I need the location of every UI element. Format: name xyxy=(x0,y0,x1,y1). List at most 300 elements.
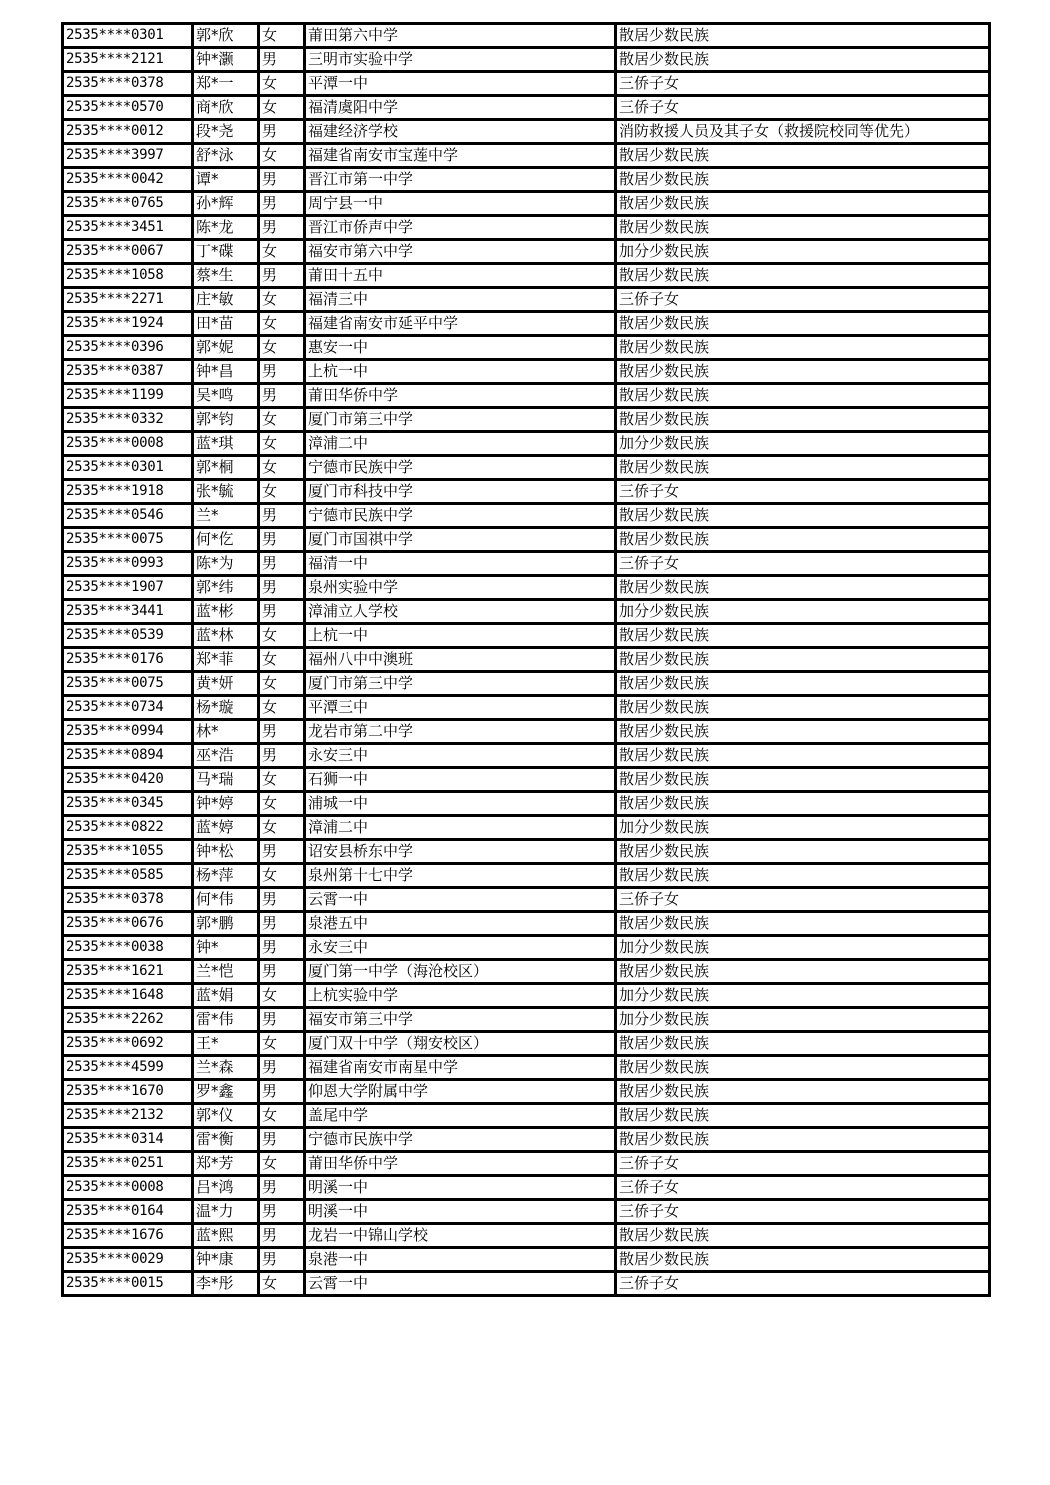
gender-cell: 女 xyxy=(259,480,305,504)
exam-id-cell: 2535****0539 xyxy=(63,624,193,648)
name-cell: 吴*鸣 xyxy=(193,384,259,408)
gender-cell: 女 xyxy=(259,648,305,672)
gender-cell: 男 xyxy=(259,1056,305,1080)
exam-id-cell: 2535****0008 xyxy=(63,432,193,456)
name-cell: 蓝*林 xyxy=(193,624,259,648)
exam-id-cell: 2535****0676 xyxy=(63,912,193,936)
exam-id-cell: 2535****0734 xyxy=(63,696,193,720)
category-cell: 散居少数民族 xyxy=(616,528,990,552)
table-row xyxy=(63,504,990,528)
category-cell: 散居少数民族 xyxy=(616,720,990,744)
gender-cell: 男 xyxy=(259,264,305,288)
category-cell: 散居少数民族 xyxy=(616,744,990,768)
gender-cell: 女 xyxy=(259,672,305,696)
gender-cell: 女 xyxy=(259,1272,305,1296)
school-cell: 漳浦立人学校 xyxy=(305,600,616,624)
table-row xyxy=(63,1080,990,1104)
school-cell: 福建省南安市宝莲中学 xyxy=(305,144,616,168)
school-cell: 永安三中 xyxy=(305,936,616,960)
category-cell: 散居少数民族 xyxy=(616,960,990,984)
name-cell: 雷*衡 xyxy=(193,1128,259,1152)
table-row xyxy=(63,576,990,600)
exam-id-cell: 2535****4599 xyxy=(63,1056,193,1080)
gender-cell: 男 xyxy=(259,840,305,864)
name-cell: 郭*仪 xyxy=(193,1104,259,1128)
school-cell: 云霄一中 xyxy=(305,888,616,912)
school-cell: 泉州实验中学 xyxy=(305,576,616,600)
exam-id-cell: 2535****0546 xyxy=(63,504,193,528)
table-row xyxy=(63,1176,990,1200)
school-cell: 龙岩一中锦山学校 xyxy=(305,1224,616,1248)
school-cell: 厦门市科技中学 xyxy=(305,480,616,504)
exam-id-cell: 2535****0994 xyxy=(63,720,193,744)
school-cell: 福州八中中澳班 xyxy=(305,648,616,672)
exam-id-cell: 2535****0314 xyxy=(63,1128,193,1152)
table-row xyxy=(63,384,990,408)
school-cell: 上杭一中 xyxy=(305,360,616,384)
exam-id-cell: 2535****0164 xyxy=(63,1200,193,1224)
exam-id-cell: 2535****0387 xyxy=(63,360,193,384)
table-row xyxy=(63,1056,990,1080)
gender-cell: 女 xyxy=(259,312,305,336)
name-cell: 蓝*彬 xyxy=(193,600,259,624)
category-cell: 散居少数民族 xyxy=(616,456,990,480)
table-row xyxy=(63,24,990,48)
gender-cell: 男 xyxy=(259,576,305,600)
table-row xyxy=(63,456,990,480)
table-row xyxy=(63,528,990,552)
gender-cell: 男 xyxy=(259,384,305,408)
exam-id-cell: 2535****1058 xyxy=(63,264,193,288)
gender-cell: 女 xyxy=(259,792,305,816)
table-row xyxy=(63,1008,990,1032)
exam-id-cell: 2535****0993 xyxy=(63,552,193,576)
name-cell: 田*苗 xyxy=(193,312,259,336)
gender-cell: 男 xyxy=(259,1224,305,1248)
school-cell: 莆田华侨中学 xyxy=(305,1152,616,1176)
school-cell: 福清三中 xyxy=(305,288,616,312)
name-cell: 杨*璇 xyxy=(193,696,259,720)
gender-cell: 男 xyxy=(259,168,305,192)
exam-id-cell: 2535****0765 xyxy=(63,192,193,216)
school-cell: 福建省南安市南星中学 xyxy=(305,1056,616,1080)
name-cell: 陈*为 xyxy=(193,552,259,576)
name-cell: 陈*龙 xyxy=(193,216,259,240)
name-cell: 舒*泳 xyxy=(193,144,259,168)
school-cell: 平潭一中 xyxy=(305,72,616,96)
category-cell: 散居少数民族 xyxy=(616,168,990,192)
name-cell: 王* xyxy=(193,1032,259,1056)
gender-cell: 男 xyxy=(259,1080,305,1104)
name-cell: 罗*鑫 xyxy=(193,1080,259,1104)
name-cell: 杨*萍 xyxy=(193,864,259,888)
exam-id-cell: 2535****0301 xyxy=(63,456,193,480)
school-cell: 上杭一中 xyxy=(305,624,616,648)
exam-id-cell: 2535****0075 xyxy=(63,528,193,552)
name-cell: 兰* xyxy=(193,504,259,528)
school-cell: 泉港五中 xyxy=(305,912,616,936)
gender-cell: 男 xyxy=(259,912,305,936)
roster-table-body xyxy=(63,24,990,1296)
gender-cell: 男 xyxy=(259,936,305,960)
table-row xyxy=(63,240,990,264)
exam-id-cell: 2535****0251 xyxy=(63,1152,193,1176)
school-cell: 厦门市国祺中学 xyxy=(305,528,616,552)
category-cell: 散居少数民族 xyxy=(616,864,990,888)
exam-id-cell: 2535****1676 xyxy=(63,1224,193,1248)
exam-id-cell: 2535****2121 xyxy=(63,48,193,72)
gender-cell: 女 xyxy=(259,816,305,840)
name-cell: 蔡*生 xyxy=(193,264,259,288)
school-cell: 三明市实验中学 xyxy=(305,48,616,72)
gender-cell: 女 xyxy=(259,456,305,480)
name-cell: 钟*昌 xyxy=(193,360,259,384)
category-cell: 散居少数民族 xyxy=(616,576,990,600)
table-row xyxy=(63,840,990,864)
name-cell: 马*瑞 xyxy=(193,768,259,792)
school-cell: 永安三中 xyxy=(305,744,616,768)
gender-cell: 男 xyxy=(259,1128,305,1152)
gender-cell: 男 xyxy=(259,720,305,744)
name-cell: 郑*一 xyxy=(193,72,259,96)
category-cell: 散居少数民族 xyxy=(616,408,990,432)
gender-cell: 男 xyxy=(259,1008,305,1032)
table-row xyxy=(63,648,990,672)
name-cell: 兰*森 xyxy=(193,1056,259,1080)
category-cell: 三侨子女 xyxy=(616,552,990,576)
school-cell: 厦门市第三中学 xyxy=(305,672,616,696)
exam-id-cell: 2535****0692 xyxy=(63,1032,193,1056)
school-cell: 盖尾中学 xyxy=(305,1104,616,1128)
name-cell: 钟* xyxy=(193,936,259,960)
category-cell: 三侨子女 xyxy=(616,1176,990,1200)
category-cell: 散居少数民族 xyxy=(616,768,990,792)
school-cell: 宁德市民族中学 xyxy=(305,1128,616,1152)
gender-cell: 男 xyxy=(259,1248,305,1272)
table-row xyxy=(63,744,990,768)
school-cell: 宁德市民族中学 xyxy=(305,504,616,528)
exam-id-cell: 2535****1621 xyxy=(63,960,193,984)
exam-id-cell: 2535****0570 xyxy=(63,96,193,120)
gender-cell: 男 xyxy=(259,960,305,984)
name-cell: 张*毓 xyxy=(193,480,259,504)
category-cell: 散居少数民族 xyxy=(616,216,990,240)
name-cell: 郭*纬 xyxy=(193,576,259,600)
school-cell: 晋江市侨声中学 xyxy=(305,216,616,240)
exam-id-cell: 2535****0301 xyxy=(63,24,193,48)
category-cell: 散居少数民族 xyxy=(616,384,990,408)
category-cell: 散居少数民族 xyxy=(616,48,990,72)
gender-cell: 男 xyxy=(259,888,305,912)
table-row xyxy=(63,816,990,840)
table-row xyxy=(63,912,990,936)
category-cell: 散居少数民族 xyxy=(616,912,990,936)
table-row xyxy=(63,552,990,576)
school-cell: 莆田第六中学 xyxy=(305,24,616,48)
name-cell: 郭*鹏 xyxy=(193,912,259,936)
exam-id-cell: 2535****0345 xyxy=(63,792,193,816)
exam-id-cell: 2535****0012 xyxy=(63,120,193,144)
name-cell: 钟*松 xyxy=(193,840,259,864)
exam-id-cell: 2535****0015 xyxy=(63,1272,193,1296)
table-row xyxy=(63,624,990,648)
name-cell: 李*彤 xyxy=(193,1272,259,1296)
name-cell: 温*力 xyxy=(193,1200,259,1224)
category-cell: 散居少数民族 xyxy=(616,1104,990,1128)
category-cell: 加分少数民族 xyxy=(616,984,990,1008)
category-cell: 散居少数民族 xyxy=(616,1248,990,1272)
name-cell: 钟*婷 xyxy=(193,792,259,816)
exam-id-cell: 2535****1199 xyxy=(63,384,193,408)
school-cell: 仰恩大学附属中学 xyxy=(305,1080,616,1104)
category-cell: 散居少数民族 xyxy=(616,144,990,168)
school-cell: 诏安县桥东中学 xyxy=(305,840,616,864)
name-cell: 郑*菲 xyxy=(193,648,259,672)
gender-cell: 女 xyxy=(259,96,305,120)
gender-cell: 女 xyxy=(259,24,305,48)
category-cell: 加分少数民族 xyxy=(616,816,990,840)
table-row xyxy=(63,888,990,912)
exam-id-cell: 2535****1648 xyxy=(63,984,193,1008)
table-row xyxy=(63,48,990,72)
school-cell: 莆田华侨中学 xyxy=(305,384,616,408)
school-cell: 惠安一中 xyxy=(305,336,616,360)
category-cell: 散居少数民族 xyxy=(616,792,990,816)
gender-cell: 男 xyxy=(259,216,305,240)
table-row xyxy=(63,1104,990,1128)
category-cell: 散居少数民族 xyxy=(616,264,990,288)
roster-table xyxy=(61,22,991,1297)
school-cell: 泉州第十七中学 xyxy=(305,864,616,888)
gender-cell: 男 xyxy=(259,360,305,384)
category-cell: 散居少数民族 xyxy=(616,696,990,720)
school-cell: 泉港一中 xyxy=(305,1248,616,1272)
table-row xyxy=(63,960,990,984)
name-cell: 蓝*琪 xyxy=(193,432,259,456)
name-cell: 蓝*熙 xyxy=(193,1224,259,1248)
gender-cell: 女 xyxy=(259,336,305,360)
name-cell: 孙*辉 xyxy=(193,192,259,216)
gender-cell: 男 xyxy=(259,192,305,216)
category-cell: 三侨子女 xyxy=(616,1272,990,1296)
category-cell: 三侨子女 xyxy=(616,288,990,312)
exam-id-cell: 2535****2132 xyxy=(63,1104,193,1128)
gender-cell: 男 xyxy=(259,600,305,624)
school-cell: 云霄一中 xyxy=(305,1272,616,1296)
gender-cell: 女 xyxy=(259,1032,305,1056)
table-row xyxy=(63,336,990,360)
category-cell: 散居少数民族 xyxy=(616,504,990,528)
gender-cell: 女 xyxy=(259,408,305,432)
table-row xyxy=(63,1272,990,1296)
name-cell: 兰*恺 xyxy=(193,960,259,984)
name-cell: 巫*浩 xyxy=(193,744,259,768)
school-cell: 福安市第六中学 xyxy=(305,240,616,264)
school-cell: 上杭实验中学 xyxy=(305,984,616,1008)
school-cell: 福建经济学校 xyxy=(305,120,616,144)
exam-id-cell: 2535****0420 xyxy=(63,768,193,792)
school-cell: 厦门第一中学（海沧校区） xyxy=(305,960,616,984)
name-cell: 钟*灏 xyxy=(193,48,259,72)
category-cell: 散居少数民族 xyxy=(616,1080,990,1104)
table-row xyxy=(63,312,990,336)
table-row xyxy=(63,1128,990,1152)
gender-cell: 女 xyxy=(259,1152,305,1176)
category-cell: 散居少数民族 xyxy=(616,24,990,48)
school-cell: 福清虞阳中学 xyxy=(305,96,616,120)
school-cell: 福清一中 xyxy=(305,552,616,576)
category-cell: 三侨子女 xyxy=(616,888,990,912)
name-cell: 何*仡 xyxy=(193,528,259,552)
school-cell: 晋江市第一中学 xyxy=(305,168,616,192)
category-cell: 散居少数民族 xyxy=(616,1032,990,1056)
exam-id-cell: 2535****0029 xyxy=(63,1248,193,1272)
exam-id-cell: 2535****1924 xyxy=(63,312,193,336)
name-cell: 郭*钧 xyxy=(193,408,259,432)
exam-id-cell: 2535****0894 xyxy=(63,744,193,768)
exam-id-cell: 2535****3451 xyxy=(63,216,193,240)
gender-cell: 男 xyxy=(259,1200,305,1224)
table-row xyxy=(63,1200,990,1224)
exam-id-cell: 2535****0075 xyxy=(63,672,193,696)
name-cell: 林* xyxy=(193,720,259,744)
name-cell: 商*欣 xyxy=(193,96,259,120)
exam-id-cell: 2535****0822 xyxy=(63,816,193,840)
school-cell: 周宁县一中 xyxy=(305,192,616,216)
school-cell: 莆田十五中 xyxy=(305,264,616,288)
category-cell: 散居少数民族 xyxy=(616,624,990,648)
category-cell: 散居少数民族 xyxy=(616,840,990,864)
name-cell: 郭*欣 xyxy=(193,24,259,48)
name-cell: 谭* xyxy=(193,168,259,192)
name-cell: 郭*妮 xyxy=(193,336,259,360)
category-cell: 加分少数民族 xyxy=(616,240,990,264)
school-cell: 宁德市民族中学 xyxy=(305,456,616,480)
name-cell: 丁*碟 xyxy=(193,240,259,264)
gender-cell: 女 xyxy=(259,696,305,720)
gender-cell: 女 xyxy=(259,864,305,888)
table-row xyxy=(63,432,990,456)
category-cell: 三侨子女 xyxy=(616,96,990,120)
name-cell: 何*伟 xyxy=(193,888,259,912)
name-cell: 段*尧 xyxy=(193,120,259,144)
school-cell: 石狮一中 xyxy=(305,768,616,792)
category-cell: 散居少数民族 xyxy=(616,336,990,360)
exam-id-cell: 2535****0378 xyxy=(63,72,193,96)
exam-id-cell: 2535****2271 xyxy=(63,288,193,312)
table-row xyxy=(63,696,990,720)
exam-id-cell: 2535****0008 xyxy=(63,1176,193,1200)
gender-cell: 女 xyxy=(259,144,305,168)
gender-cell: 男 xyxy=(259,48,305,72)
category-cell: 散居少数民族 xyxy=(616,1224,990,1248)
exam-id-cell: 2535****1055 xyxy=(63,840,193,864)
table-row xyxy=(63,144,990,168)
table-row xyxy=(63,288,990,312)
table-row xyxy=(63,96,990,120)
exam-id-cell: 2535****1907 xyxy=(63,576,193,600)
category-cell: 散居少数民族 xyxy=(616,648,990,672)
school-cell: 福建省南安市延平中学 xyxy=(305,312,616,336)
school-cell: 明溪一中 xyxy=(305,1200,616,1224)
gender-cell: 女 xyxy=(259,288,305,312)
exam-id-cell: 2535****1670 xyxy=(63,1080,193,1104)
gender-cell: 男 xyxy=(259,504,305,528)
name-cell: 蓝*娟 xyxy=(193,984,259,1008)
school-cell: 浦城一中 xyxy=(305,792,616,816)
exam-id-cell: 2535****0038 xyxy=(63,936,193,960)
table-row xyxy=(63,120,990,144)
category-cell: 加分少数民族 xyxy=(616,600,990,624)
category-cell: 散居少数民族 xyxy=(616,1128,990,1152)
school-cell: 平潭三中 xyxy=(305,696,616,720)
gender-cell: 女 xyxy=(259,624,305,648)
category-cell: 散居少数民族 xyxy=(616,360,990,384)
category-cell: 加分少数民族 xyxy=(616,936,990,960)
category-cell: 消防救援人员及其子女（救援院校同等优先） xyxy=(616,120,990,144)
table-row xyxy=(63,192,990,216)
table-row xyxy=(63,360,990,384)
table-row xyxy=(63,264,990,288)
gender-cell: 男 xyxy=(259,120,305,144)
exam-id-cell: 2535****3441 xyxy=(63,600,193,624)
table-row xyxy=(63,600,990,624)
school-cell: 厦门双十中学（翔安校区） xyxy=(305,1032,616,1056)
table-row xyxy=(63,936,990,960)
gender-cell: 女 xyxy=(259,72,305,96)
gender-cell: 女 xyxy=(259,240,305,264)
exam-id-cell: 2535****0396 xyxy=(63,336,193,360)
category-cell: 散居少数民族 xyxy=(616,312,990,336)
table-row xyxy=(63,408,990,432)
school-cell: 漳浦二中 xyxy=(305,432,616,456)
table-row xyxy=(63,480,990,504)
exam-id-cell: 2535****0067 xyxy=(63,240,193,264)
gender-cell: 女 xyxy=(259,432,305,456)
category-cell: 散居少数民族 xyxy=(616,672,990,696)
name-cell: 郑*芳 xyxy=(193,1152,259,1176)
table-row xyxy=(63,768,990,792)
category-cell: 三侨子女 xyxy=(616,480,990,504)
name-cell: 雷*伟 xyxy=(193,1008,259,1032)
exam-id-cell: 2535****0176 xyxy=(63,648,193,672)
gender-cell: 男 xyxy=(259,528,305,552)
category-cell: 散居少数民族 xyxy=(616,1056,990,1080)
gender-cell: 女 xyxy=(259,1104,305,1128)
table-row xyxy=(63,1032,990,1056)
category-cell: 三侨子女 xyxy=(616,72,990,96)
exam-id-cell: 2535****1918 xyxy=(63,480,193,504)
table-row xyxy=(63,984,990,1008)
gender-cell: 男 xyxy=(259,552,305,576)
name-cell: 蓝*婷 xyxy=(193,816,259,840)
school-cell: 福安市第三中学 xyxy=(305,1008,616,1032)
table-row xyxy=(63,672,990,696)
name-cell: 吕*鸿 xyxy=(193,1176,259,1200)
table-row xyxy=(63,864,990,888)
table-row xyxy=(63,72,990,96)
school-cell: 明溪一中 xyxy=(305,1176,616,1200)
gender-cell: 男 xyxy=(259,744,305,768)
table-row xyxy=(63,1152,990,1176)
exam-id-cell: 2535****2262 xyxy=(63,1008,193,1032)
exam-id-cell: 2535****0042 xyxy=(63,168,193,192)
school-cell: 漳浦二中 xyxy=(305,816,616,840)
exam-id-cell: 2535****3997 xyxy=(63,144,193,168)
gender-cell: 女 xyxy=(259,984,305,1008)
table-row xyxy=(63,216,990,240)
table-row xyxy=(63,720,990,744)
